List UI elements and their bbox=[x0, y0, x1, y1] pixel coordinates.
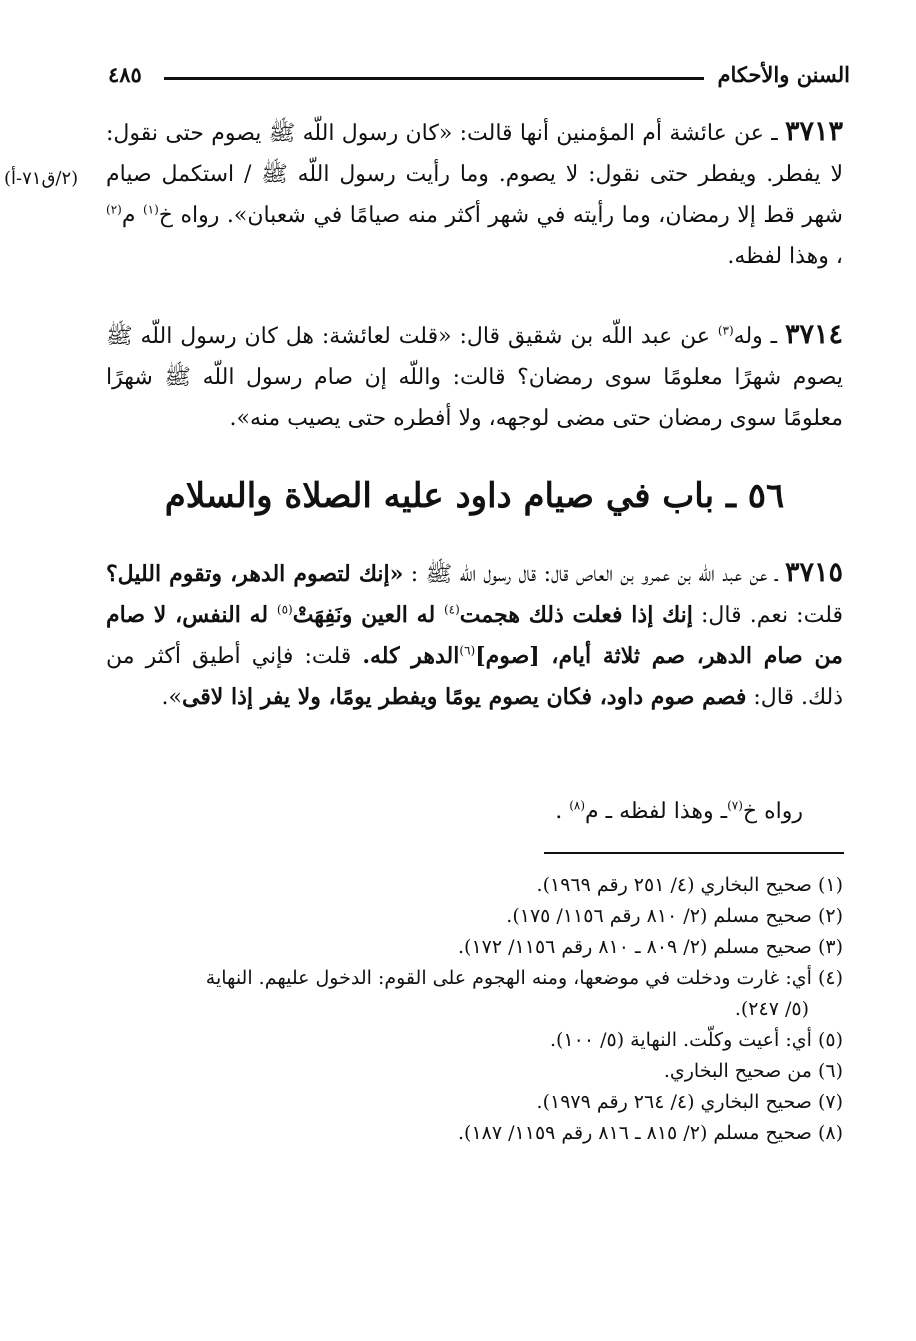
hadith-text: ـ وله bbox=[733, 324, 778, 349]
footnote bbox=[106, 870, 843, 901]
hadith-text: ». bbox=[161, 685, 182, 710]
prophetic-speech: «إنك لتصوم الدهر، وتقوم الليل؟ bbox=[106, 561, 404, 587]
footnote-ref[interactable]: (٣) bbox=[717, 323, 734, 338]
footnote-text: صحيح البخاري (٤/ ٢٦٤ رقم ١٩٧٩). bbox=[536, 1091, 812, 1113]
source-line-3715 bbox=[106, 794, 843, 830]
running-head-title: السنن والأحكام bbox=[717, 62, 850, 87]
footnote-ref[interactable]: (٢) bbox=[106, 202, 122, 217]
footnote-number: (٤) bbox=[817, 967, 843, 989]
manuscript-margin-note: (٢/ق٧١-أ) bbox=[4, 168, 79, 189]
footnote-text: صحيح البخاري (٤/ ٢٥١ رقم ١٩٦٩). bbox=[536, 874, 812, 896]
running-head-rule bbox=[164, 77, 704, 80]
footnote-number: (٥) bbox=[817, 1029, 843, 1051]
chapter-heading: ٥٦ ـ باب في صيام داود عليه الصلاة والسلام bbox=[164, 476, 785, 516]
hadith-3714 bbox=[106, 314, 843, 439]
running-head bbox=[108, 62, 850, 94]
source-text: . bbox=[555, 799, 570, 824]
hadith-text: قلت: فإني أطيق أكثر من ذلك. قال: bbox=[106, 644, 843, 710]
footnote-text: صحيح مسلم (٢/ ٨٠٩ ـ ٨١٠ رقم ١١٥٦/ ١٧٢). bbox=[458, 936, 812, 958]
footnote-text: أي: غارت ودخلت في موضعها، ومنه الهجوم على القوم: الدخول عليهم. النهاية bbox=[205, 967, 812, 989]
footnote-number: (٦) bbox=[817, 1060, 843, 1082]
source-text: رواه خ bbox=[742, 799, 803, 824]
hadith-text: ، وهذا لفظه. bbox=[727, 244, 843, 269]
footnote-number: (٢) bbox=[817, 905, 843, 927]
footnote bbox=[106, 1056, 843, 1087]
prophetic-speech: له العين ونَفِهَتْ bbox=[292, 602, 444, 628]
footnote-ref[interactable]: (٧) bbox=[727, 798, 743, 813]
page-number: ٤٨٥ bbox=[108, 62, 142, 87]
footnote bbox=[106, 932, 843, 963]
hadith-text: ـ عن عبد اللّه بن عمرو بن العاص قال: قال رسول اللّه ﷺ : bbox=[403, 562, 778, 587]
source-text: ـ وهذا لفظه ـ م bbox=[585, 799, 728, 824]
prophetic-speech: له النفس، لا صام من صام الدهر، صم ثلاثة أيام، [صوم] bbox=[106, 602, 843, 669]
footnote-text: صحيح مسلم (٢/ ٨١٠ رقم ١١٥٦/ ١٧٥). bbox=[506, 905, 812, 927]
footnote bbox=[106, 963, 843, 994]
hadith-number: ٣٧١٤ bbox=[785, 319, 844, 350]
hadith-3715-paragraph bbox=[106, 552, 843, 718]
footnote-ref[interactable]: (٤) bbox=[443, 602, 460, 617]
footnote-ref[interactable]: (٦) bbox=[459, 643, 476, 658]
footnote-ref[interactable]: (٥) bbox=[276, 602, 293, 617]
footnote-continuation: (٥/ ٢٤٧). bbox=[734, 998, 809, 1020]
hadith-3713 bbox=[106, 111, 843, 277]
hadith-number: ٣٧١٣ bbox=[784, 116, 843, 147]
footnote-number: (٨) bbox=[817, 1122, 843, 1144]
prophetic-speech: الدهر كله. bbox=[362, 643, 460, 669]
hadith-3715 bbox=[106, 552, 843, 718]
footnote-ref[interactable]: (١) bbox=[142, 202, 159, 217]
footnote-number: (٣) bbox=[817, 936, 843, 958]
footnote-text: صحيح مسلم (٢/ ٨١٥ ـ ٨١٦ رقم ١١٥٩/ ١٨٧). bbox=[458, 1122, 812, 1144]
footnote bbox=[106, 1118, 843, 1149]
hadith-text: قلت: نعم. قال: bbox=[692, 603, 843, 628]
footnote-number: (١) bbox=[817, 874, 843, 896]
hadith-number: ٣٧١٥ bbox=[784, 557, 843, 588]
hadith-3714-paragraph bbox=[106, 314, 843, 439]
hadith-text: عن عبد اللّه بن شقيق قال: «قلت لعائشة: هل كان رسول اللّه ﷺ يصوم شهرًا معلومًا سوى رمضان؟ قالت: واللّه إن صام رسول اللّه ﷺ شهرًا معلومًا سوى رمضان حتى مضى لوجهه، ولا أفطره حتى يصيب منه». bbox=[106, 324, 843, 431]
footnotes bbox=[106, 870, 843, 1149]
hadith-text: م bbox=[121, 203, 143, 228]
prophetic-speech: فصم صوم داود، فكان يصوم يومًا ويفطر يومًا، ولا يفر إذا لاقى bbox=[181, 684, 747, 710]
footnote bbox=[106, 1025, 843, 1056]
hadith-3713-paragraph bbox=[106, 111, 843, 277]
footnote-separator bbox=[544, 852, 844, 854]
footnote-number: (٧) bbox=[817, 1091, 843, 1113]
footnote bbox=[106, 901, 843, 932]
footnote-text: من صحيح البخاري. bbox=[663, 1060, 812, 1082]
hadith-text: ـ عن عائشة أم المؤمنين أنها قالت: «كان رسول اللّه ﷺ يصوم حتى نقول: لا يفطر. ويفطر حتى نقول: لا يصوم. وما رأيت رسول اللّه ﷺ / استكمل صيام شهر قط إلا رمضان، وما رأيته في شهر أكثر منه صيامًا في شعبان». رواه خ bbox=[106, 121, 843, 228]
footnote-ref[interactable]: (٨) bbox=[569, 798, 586, 813]
footnote-text: أي: أعيت وكلّت. النهاية (٥/ ١٠٠). bbox=[549, 1029, 812, 1051]
footnote bbox=[106, 1087, 843, 1118]
prophetic-speech: إنك إذا فعلت ذلك هجمت bbox=[459, 602, 693, 628]
